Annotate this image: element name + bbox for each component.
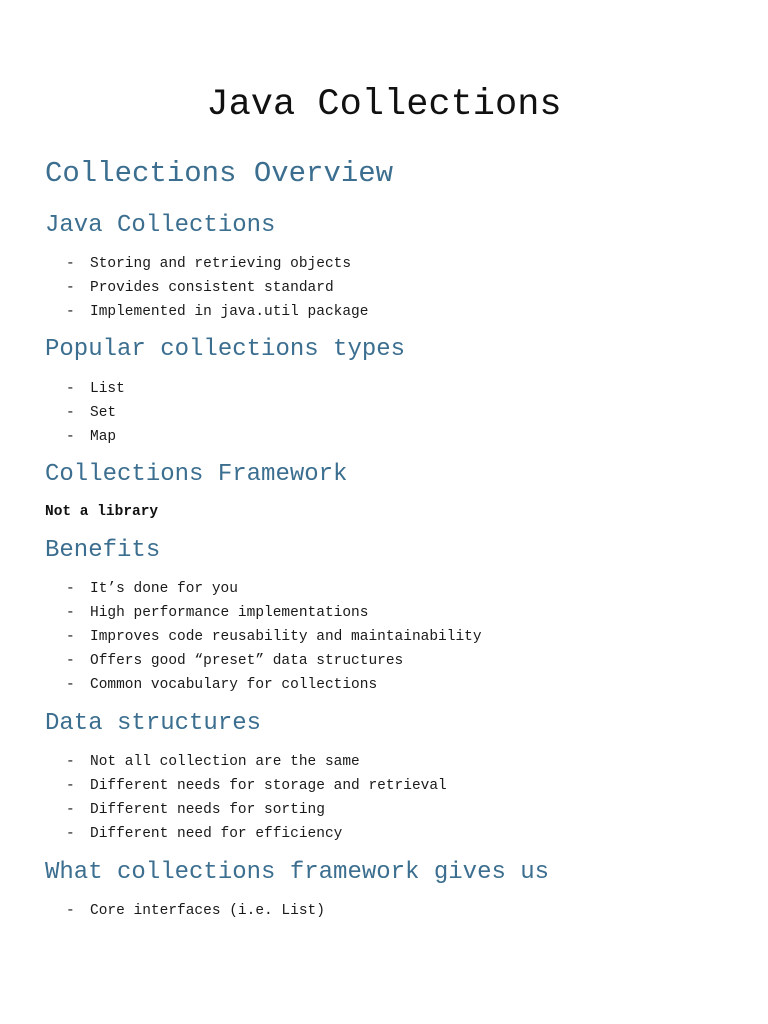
list-marker: - [66, 256, 75, 272]
popular-types-heading: Popular collections types [45, 336, 406, 363]
list-item: - High performance implementations [66, 601, 482, 625]
list-marker: - [66, 429, 75, 445]
what-gives-list [66, 899, 325, 923]
list-item: - Core interfaces (i.e. List) [66, 899, 325, 923]
list-marker: - [66, 280, 75, 296]
list-marker: - [66, 754, 75, 770]
list-item: - Different need for efficiency [66, 822, 447, 846]
list-item: - Common vocabulary for collections [66, 673, 482, 697]
framework-heading: Collections Framework [45, 461, 348, 488]
list-marker: - [66, 826, 75, 842]
list-item: - Set [66, 401, 125, 425]
java-collections-heading: Java Collections [45, 212, 276, 239]
data-structures-list [66, 750, 447, 846]
list-item: - Offers good “preset” data structures [66, 649, 482, 673]
data-structures-heading: Data structures [45, 710, 262, 737]
list-item: - Different needs for sorting [66, 798, 447, 822]
list-item: - List [66, 377, 125, 401]
list-marker: - [66, 605, 75, 621]
list-item: - Improves code reusability and maintainability [66, 625, 482, 649]
list-marker: - [66, 653, 75, 669]
list-item: - Different needs for storage and retrieval [66, 774, 447, 798]
list-marker: - [66, 903, 75, 919]
what-gives-heading: What collections framework gives us [45, 859, 550, 886]
list-item: - It’s done for you [66, 577, 482, 601]
java-collections-list [66, 252, 368, 324]
framework-note: Not a library [45, 504, 159, 520]
list-item: - Provides consistent standard [66, 276, 368, 300]
list-item: - Not all collection are the same [66, 750, 447, 774]
list-marker: - [66, 802, 75, 818]
list-marker: - [66, 629, 75, 645]
list-marker: - [66, 778, 75, 794]
list-marker: - [66, 304, 75, 320]
benefits-list [66, 577, 482, 697]
list-marker: - [66, 381, 75, 397]
overview-heading: Collections Overview [45, 157, 394, 190]
list-item: - Implemented in java.util package [66, 300, 368, 324]
popular-types-list [66, 377, 125, 449]
list-item: - Storing and retrieving objects [66, 252, 368, 276]
list-marker: - [66, 581, 75, 597]
benefits-heading: Benefits [45, 537, 161, 564]
list-item: - Map [66, 425, 125, 449]
list-marker: - [66, 405, 75, 421]
document-title: Java Collections [206, 84, 562, 126]
list-marker: - [66, 677, 75, 693]
